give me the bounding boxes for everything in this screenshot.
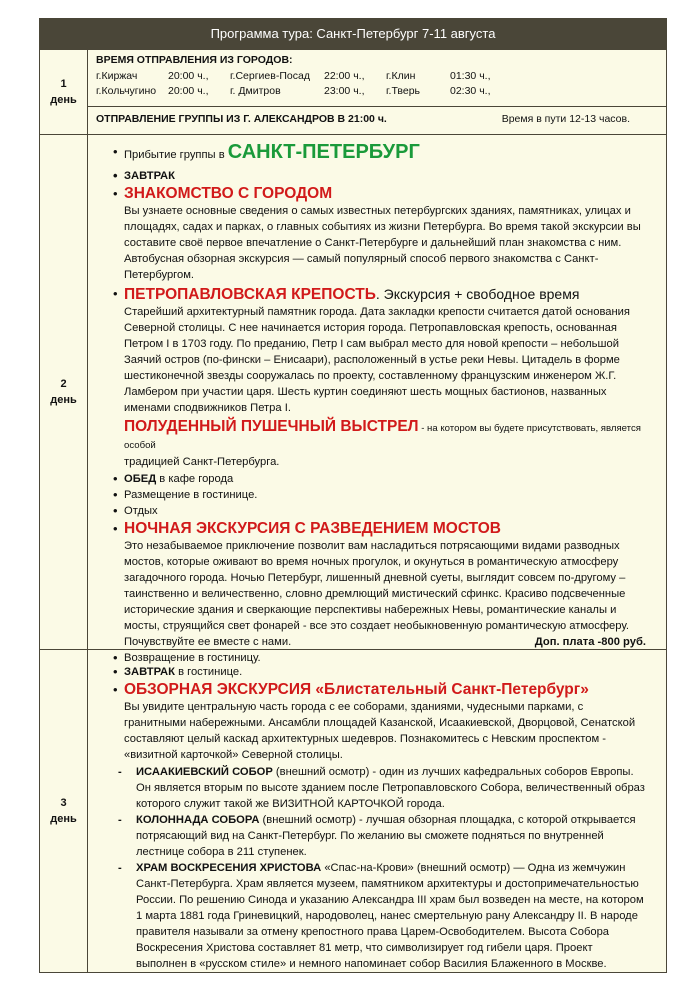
arrival-item [124, 141, 646, 166]
return-item: • Возвращение в гостиницу. [124, 650, 646, 666]
breakfast-rest: в гостинице. [174, 666, 243, 678]
isaac-title: ИСААКИЕВСКИЙ СОБОР [136, 766, 273, 778]
city-name: г.Тверь [386, 85, 421, 97]
isaac-item [124, 764, 646, 812]
night-tour-last: Почувствуйте ее вместе с нами. [124, 636, 292, 648]
day-number: 1 [60, 78, 67, 90]
night-tour-item [124, 521, 646, 538]
extra-price: Доп. плата -800 руб. [534, 636, 646, 648]
city-time: 22:00 ч., [324, 70, 365, 82]
acquaintance-title: ЗНАКОМСТВО С ГОРОДОМ [124, 185, 333, 202]
city-name: г. Дмитров [230, 85, 281, 97]
colonnade-item [124, 812, 646, 860]
price-line [124, 634, 646, 650]
table-header: Программа тура: Санкт-Петербург 7-11 августа [40, 19, 666, 49]
fortress-title: ПЕТРОПАВЛОВСКАЯ КРЕПОСТЬ [124, 286, 376, 303]
city-time: 01:30 ч., [450, 70, 491, 82]
departure-title: ВРЕМЯ ОТПРАВЛЕНИЯ ИЗ ГОРОДОВ: [96, 54, 293, 66]
colonnade-text: (внешний осмотр) - лучшая обзорная площадка, с которой открывается потрясающий вид на Санкт-Петербург. По желанию вы сможете подняться по внутренней лестнице собора в 211 ступенек. [136, 814, 636, 858]
breakfast-item [124, 664, 646, 680]
city-name: г.Клин [386, 70, 416, 82]
rest-item: • Отдых [124, 503, 646, 519]
day-label: день [50, 94, 77, 106]
isaac-text: (внешний осмотр) - один из лучших кафедральных соборов Европы. Он является вторым по высоте зданием после Петропавловского Собора, величественный образ которого служит такой же ВИЗИТНОЙ КАРТОЧКОЙ города. [136, 766, 645, 810]
savior-title: ХРАМ ВОСКРЕСЕНИЯ ХРИСТОВА [136, 862, 322, 874]
lunch-bold: ОБЕД [124, 473, 157, 485]
city-name: г.Сергиев-Посад [230, 70, 310, 82]
acquaintance-item [124, 186, 646, 203]
fortress-item [124, 286, 646, 304]
city-tour-text: Вы увидите центральную часть города с ее соборами, зданиями, чудесными парками, с гранитными набережными. Ансамбли площадей Казанской, Исаакиевской, Дворцовой, Сенатской составляют целый каскад архитектурных шедевров. Познакомитесь с Невским проспектом - «визитной карточкой» Северной столицы. [124, 701, 636, 761]
day-number: 2 [60, 378, 67, 390]
arrival-prefix: Прибытие группы в [124, 149, 228, 161]
group-departure-block [88, 106, 666, 129]
day-label: день [50, 394, 77, 406]
day-2-cell [40, 135, 88, 649]
savior-item [124, 860, 646, 972]
colonnade-title: КОЛОННАДА СОБОРА [136, 814, 260, 826]
departure-block [88, 50, 666, 106]
city-name: г.Кольчугино [96, 85, 157, 97]
arrival-city: САНКТ-ПЕТЕРБУРГ [227, 141, 420, 163]
day-3-cell [40, 650, 88, 972]
fortress-suffix: . Экскурсия + свободное время [375, 286, 580, 302]
day-1-content [88, 50, 666, 134]
cannon-suffix: - на котором вы будете присутствовать, является особой [124, 423, 641, 451]
city-time: 02:30 ч., [450, 85, 491, 97]
day-1-cell [40, 50, 88, 134]
city-time: 20:00 ч., [168, 70, 209, 82]
night-tour-text: Это незабываемое приключение позволит вам насладиться потрясающими видами разводных мостов, которые оживают во время ночных прогулок, и окунуться в романтическую атмосферу загадочного города. Ночью Петербург, лишенный дневной суеты, выглядит совсем по-другому – таинственно и величественно, словно дремлющий мистический сфинкс. Красиво подсвеченные исторические здания и сверкающие перспективы набережных Невы, романтические каналы и мосты, струящийся свет фонарей - все это создает необыкновенную романтическую атмосферу. [124, 540, 629, 632]
lunch-item [124, 471, 646, 487]
savior-text: «Спас-на-Крови» (внешний осмотр) — Одна из жемчужин Санкт-Петербурга. Храм является музеем, памятником архитектуры и достопримечательностью России. По решению Синода и указанию Александра III храм был возведен на месте, на котором 1 марта 1881 года Гриневицкий, народоволец, нанес смертельную рану Александру II. В народе правителя называли за отмену крепостного права Царем-Освободителем. Высота Собора Воскресения Христова составляет 81 метр, что символизирует год гибели царя. Проект выполнен в «русском стиле» и немного напоминает собор Василия Блаженного в Москве. [136, 862, 644, 970]
day-3-content [88, 650, 666, 972]
day-label: день [50, 813, 77, 825]
city-tour-item [124, 682, 646, 699]
city-tour-title: ОБЗОРНАЯ ЭКСКУРСИЯ «Блистательный Санкт-Петербург» [124, 681, 589, 698]
cannon-title: ПОЛУДЕННЫЙ ПУШЕЧНЫЙ ВЫСТРЕЛ [124, 418, 419, 435]
city-time: 23:00 ч., [324, 85, 365, 97]
day-3-row [40, 649, 666, 972]
hotel-item: • Размещение в гостинице. [124, 487, 646, 503]
day-2-row [40, 134, 666, 664]
day-1-row [40, 49, 666, 134]
cannon-tail: традицией Санкт-Петербурга. [124, 456, 280, 468]
day-2-content [88, 135, 666, 664]
tour-program-table [39, 18, 667, 973]
fortress-text: Старейший архитектурный памятник города. Дата закладки крепости считается датой основания Северной столицы. С нее начинается история города. Петропавловская крепость, основанная Петром I в 1703 году. По преданию, Петр I сам выбрал место для новой крепости – небольшой Заячий остров (по-фински – Енисаари), расположенный в устье реки Невы. Цитадель в форме шестиконечной звезды сооружалась по проекту, составленному французским инженером Ж.Г. Ламбером при участии царя. Шесть куртин соединяют шесть мощных бастионов, названных именами сподвижников Петра I. [124, 306, 630, 414]
breakfast-bold: ЗАВТРАК [124, 666, 175, 678]
cannon-item [124, 419, 646, 454]
day-number: 3 [60, 797, 67, 809]
acquaintance-text: Вы узнаете основные сведения о самых известных петербургских зданиях, памятниках, улицах и площадях, садах и парках, о главных событиях из жизни Петербурга. Во время такой экскурсии вы составите своё первое впечатление о Санкт-Петербурге и дальнейший план знакомства с ним. Автобусная обзорная экскурсия — самый популярный способ первого знакомства с Санкт-Петербургом. [124, 205, 641, 281]
city-name: г.Киржач [96, 70, 138, 82]
travel-time: Время в пути 12-13 часов. [501, 113, 630, 125]
departure-grid [96, 70, 658, 97]
group-departure: ОТПРАВЛЕНИЕ ГРУППЫ ИЗ Г. АЛЕКСАНДРОВ В 21:00 ч. [96, 113, 387, 125]
night-tour-title: НОЧНАЯ ЭКСКУРСИЯ С РАЗВЕДЕНИЕМ МОСТОВ [124, 520, 501, 537]
breakfast-item: • ЗАВТРАК [124, 168, 646, 184]
lunch-rest: в кафе города [156, 473, 234, 485]
city-time: 20:00 ч., [168, 85, 209, 97]
